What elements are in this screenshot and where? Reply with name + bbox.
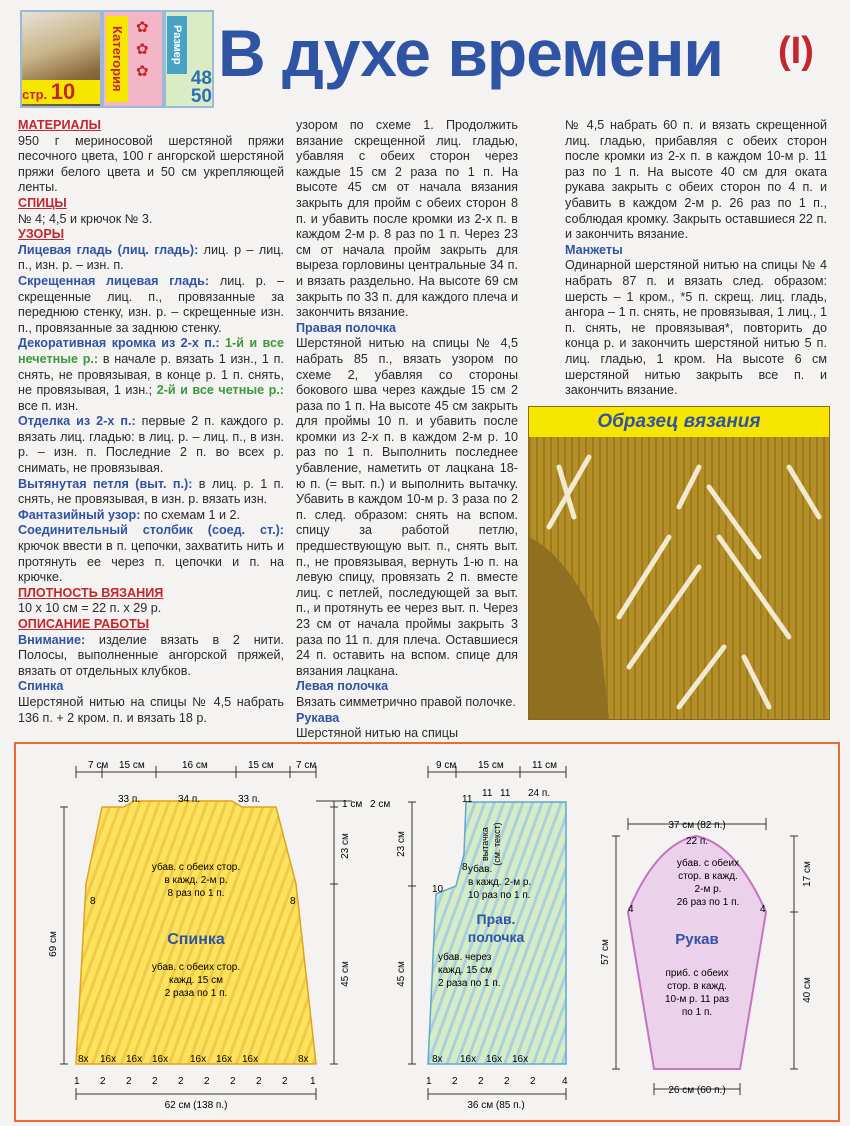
back-rep: 16х: [152, 1054, 169, 1065]
back-note: убав. с обеих стор.: [151, 862, 241, 873]
text-span: 2-й и все четные р.:: [152, 383, 284, 398]
sleeves-continued: № 4,5 набрать 60 п. и вязать скрещенной лиц. гладью, прибавляя с обеих сторон после кромки из 2-х п. в каждом 10-м р. 11 раз по 1 п. На высоте 40 см для оката рукава закрыть с обеих сторон по 4 п. и убавить в каждом 2-м р. 26 раз по 1 п., соблюдая кромку. Закрыть оставшиеся 22 п. и закончить вязание.: [565, 118, 827, 242]
sample-title: Образец вязания: [529, 407, 829, 437]
front-name: полочка: [467, 929, 525, 945]
front-note: 2 раза по 1 п.: [438, 978, 501, 989]
knitting-sample-photo: [528, 406, 830, 720]
front-bottom-num: 2: [530, 1076, 536, 1087]
sleeve-right-dim: 40 см: [802, 977, 813, 1003]
page-number: 10: [50, 79, 76, 104]
back-bottom-num: 2: [126, 1076, 132, 1087]
left-front-heading: Левая полочка: [296, 679, 389, 694]
text-span: лиц. р. – скрещенные лиц. п., провязанные за переднюю стенку, изн. р. – скрещенные изн. п., провязанные за заднюю стенку.: [18, 273, 284, 335]
front-rep: 16х: [512, 1054, 529, 1065]
back-top-stitch: 33 п.: [118, 794, 141, 805]
back-bottom-num: 2: [204, 1076, 210, 1087]
front-top-num: 11: [482, 788, 493, 799]
back-bottom-num: 2: [256, 1076, 262, 1087]
back-continued: узором по схеме 1. Продолжить вязание скрещенной лиц. гладью, убавляя с обеих сторон через каждые 15 см 2 раза по 1 п. На высоте 45 см от начала вязания закрыть для пройм с обеих сторон 8 п. и убавить после кромки из 2-х п. в каждом 2-м р. 8 раз по 1 п. Через 23 см от начала пройм закрыть для выреза горловины центральные 34 п. и вязать раздельно. На высоте 69 см закрыть по 33 п. для каждого плеча и закончить вязание.: [296, 118, 518, 320]
back-diagram: [48, 760, 362, 1111]
back-rep: 16х: [126, 1054, 143, 1065]
front-bottom-num: 1: [426, 1076, 432, 1087]
sleeve-diagram: [600, 818, 813, 1096]
density-text: 10 х 10 см = 22 п. х 29 р.: [18, 601, 162, 616]
size-box: [164, 10, 214, 108]
back-bottom-num: 2: [152, 1076, 158, 1087]
right-front-heading: Правая полочка: [296, 320, 396, 335]
sleeve-note: 26 раз по 1 п.: [676, 897, 740, 908]
back-bottom-num: 2: [230, 1076, 236, 1087]
flower-icon: ✿: [136, 41, 149, 58]
front-top-dim: 11 см: [532, 760, 558, 771]
front-note: убав. через: [438, 952, 492, 963]
text-span: все п. изн.: [18, 398, 79, 413]
back-rep: 16х: [216, 1054, 233, 1065]
back-rep: 8х: [78, 1054, 89, 1065]
text-span: крючок ввести в п. цепочки, захватить нить и протянуть ее через п. цепочки и п. на крючке.: [18, 539, 284, 585]
back-note: 2 раза по 1 п.: [164, 988, 228, 999]
needles-heading: СПИЦЫ: [18, 195, 67, 210]
size-value: 48: [190, 68, 212, 89]
text-span: Декоративная кромка из 2-х п.:: [18, 336, 220, 351]
size-value: 50: [190, 86, 212, 107]
front-left-dim: 23 см: [396, 831, 407, 857]
back-bottom-dim: 62 см (138 п.): [164, 1100, 228, 1111]
pattern-trim: [18, 414, 284, 476]
front-rep: 8х: [432, 1054, 443, 1065]
cuffs-text: Одинарной шерстяной нитью на спицы № 4 набрать 87 п. и вязать след. образом: шерсть – 1 кром., *5 п. скрещ. лиц. гладь, ангора – 1 п. снять, не провязывая, 1 лиц., 1 п. снять, не провязывая*, повторить до конца р. и закончить шерстяной нитью 5 п. лиц. гладью, 1 кром. На высоте 6 см шерстяной нитью закрыть все п. и закончить вязание.: [565, 258, 827, 398]
front-num: 10: [432, 884, 444, 895]
sleeve-side-num: 4: [628, 904, 634, 915]
page-title: В духе времени: [218, 16, 724, 90]
text-span: первые 2 п. каждого р. вязать лиц. гладью: в лиц. р. – лиц. п., в изн. р. – изн. п. Последние 2 п. во всех р. снимать, не провязывая.: [18, 414, 284, 476]
back-rep: 16х: [100, 1054, 117, 1065]
right-front-diagram: [370, 760, 568, 1111]
pattern-slip-stitch: [18, 523, 284, 585]
back-bottom-num: 1: [310, 1076, 316, 1087]
text-span: по схемам 1 и 2.: [140, 507, 241, 522]
text-span: Фантазийный узор:: [18, 507, 141, 522]
back-rep: 16х: [190, 1054, 207, 1065]
back-top-dim: 7 см: [88, 760, 109, 771]
back-text: Шерстяной нитью на спицы № 4,5 набрать 136 п. + 2 кром. п. и вязать 18 р.: [18, 694, 284, 725]
back-bottom-num: 2: [100, 1076, 106, 1087]
back-rep: 16х: [242, 1054, 259, 1065]
front-top-num: 11: [500, 788, 511, 799]
back-armhole-num: 8: [290, 896, 296, 907]
page-label-text: стр.: [22, 87, 48, 102]
sleeve-top-stitch: 22 п.: [685, 836, 709, 847]
back-bottom-num: 1: [74, 1076, 80, 1087]
sleeves-heading: Рукава: [296, 710, 340, 725]
front-bottom-num: 2: [504, 1076, 510, 1087]
sleeve-note: стор. в кажд.: [667, 981, 727, 992]
text-span: Вытянутая петля (выт. п.):: [18, 476, 193, 491]
front-name: Прав.: [476, 911, 516, 927]
front-rep: 16х: [460, 1054, 477, 1065]
left-front-text: Вязать симметрично правой полочке.: [296, 694, 516, 709]
pattern-fancy: [18, 508, 284, 524]
front-bottom-num: 2: [452, 1076, 458, 1087]
flower-icon: ✿: [136, 63, 149, 80]
back-right-dim: 23 см: [340, 833, 351, 859]
sleeve-right-dim: 17 см: [802, 861, 813, 887]
front-top-dim: 15 см: [478, 760, 504, 771]
flower-icon: ✿: [136, 19, 149, 36]
pattern-edge: [18, 336, 284, 414]
front-note: 10 раз по 1 п.: [468, 890, 531, 901]
text-span: Соединительный столбик (соед. ст.):: [18, 523, 284, 538]
diagrams-svg: [16, 744, 838, 1120]
description-heading: ОПИСАНИЕ РАБОТЫ: [18, 617, 150, 631]
back-top-dim: 7 см: [296, 760, 317, 771]
back-armhole-num: 8: [90, 896, 96, 907]
back-top-stitch: 33 п.: [238, 794, 261, 805]
sleeve-bottom-dim: 26 см (60 п.): [668, 1085, 726, 1096]
text-column-2: [296, 118, 518, 742]
category-word: Категория: [106, 16, 128, 102]
back-heading: Спинка: [18, 679, 64, 694]
sleeve-note: стор. в кажд.: [678, 871, 738, 882]
text-column-1: [18, 118, 284, 726]
back-bottom-num: 2: [282, 1076, 288, 1087]
back-note: убав. с обеих стор.: [151, 962, 241, 973]
back-top-stitch: 34 п.: [178, 794, 201, 805]
size-word: Размер: [167, 16, 187, 74]
back-name: Спинка: [167, 931, 225, 948]
text-span: лиц. р – лиц. п., изн. р. – изн. п.: [18, 242, 284, 273]
text-span: в начале р. вязать 1 изн., 1 п. снять, не провязывая, в конце р. 1 п. снять, не провязывая, 1 изн.;: [18, 351, 284, 398]
front-left-dim: 45 см: [396, 961, 407, 987]
sleeves-text: Шерстяной нитью на спицы: [296, 726, 459, 741]
density-heading: ПЛОТНОСТЬ ВЯЗАНИЯ: [18, 585, 164, 600]
front-left-dim: 2 см: [370, 799, 391, 810]
size-values: [166, 70, 212, 106]
front-note: кажд. 15 см: [438, 965, 493, 976]
back-right-dim: 45 см: [340, 961, 351, 987]
text-span: 1-й и все нечетные р.:: [18, 336, 284, 366]
title-suffix: (I): [778, 30, 814, 72]
header: [0, 0, 850, 108]
pattern-stockinette: [18, 243, 284, 274]
front-top-dim: 9 см: [436, 760, 457, 771]
front-dart-label: вытачка: [480, 827, 490, 861]
front-bottom-dim: 36 см (85 п.): [467, 1100, 525, 1111]
text-span: в лиц. р. 1 п. снять, не провязывая, в изн. р. вязать изн.: [18, 476, 284, 507]
text-span: изделие вязать в 2 нити. Полосы, выполненные ангорской пряжей, вязать от отдельных клубков.: [18, 632, 284, 678]
materials-text: 950 г мериносовой шерстяной пряжи песочного цвета, 100 г ангорской шерстяной пряжи белого цвета и 50 см укрепляющей ленты.: [18, 133, 284, 195]
front-note: убав.: [468, 864, 493, 875]
cuffs-heading: Манжеты: [565, 242, 623, 257]
knit-texture: [529, 407, 829, 719]
back-bottom-num: 2: [178, 1076, 184, 1087]
back-top-dim: 16 см: [182, 760, 208, 771]
pattern-twisted: [18, 274, 284, 336]
front-num: 8: [462, 862, 468, 873]
category-box: [102, 10, 164, 108]
materials-heading: МАТЕРИАЛЫ: [18, 118, 101, 132]
sleeve-note: убав. с обеих: [676, 858, 740, 869]
front-bottom-num: 2: [478, 1076, 484, 1087]
back-height: 69 см: [48, 931, 59, 957]
sleeve-note: по 1 п.: [681, 1007, 713, 1018]
diagrams-panel: [14, 742, 840, 1122]
back-top-dim: 15 см: [119, 760, 145, 771]
patterns-heading: УЗОРЫ: [18, 227, 65, 242]
sleeve-top-dim: 37 см (82 п.): [668, 820, 726, 831]
pattern-elongated: [18, 477, 284, 508]
back-top-dim: 15 см: [248, 760, 274, 771]
page-label: [22, 80, 100, 104]
text-column-3: [565, 118, 827, 399]
front-rep: 16х: [486, 1054, 503, 1065]
front-note: в кажд. 2-м р.: [468, 877, 532, 888]
back-rep: 8х: [298, 1054, 309, 1065]
needles-text: № 4; 4,5 и крючок № 3.: [18, 211, 153, 226]
sleeve-name: Рукав: [675, 931, 719, 948]
sleeve-note: 10-м р. 11 раз: [665, 994, 729, 1005]
text-span: Лицевая гладь (лиц. гладь):: [18, 242, 199, 257]
sleeve-left-dim: 57 см: [600, 939, 611, 965]
back-note: кажд. 15 см: [168, 975, 224, 986]
sleeve-side-num: 4: [760, 904, 766, 915]
sleeve-note: 2-м р.: [694, 884, 722, 895]
attention-text: [18, 633, 284, 680]
front-top-num: 24 п.: [528, 788, 551, 799]
front-top-num: 11: [462, 794, 473, 805]
right-front-text: Шерстяной нитью на спицы № 4,5 набрать 85 п., вязать узором по схеме 2, убавляя со стороны бокового шва через каждые 15 см 2 раза по 1 п. На высоте 45 см закрыть для проймы 10 п. и убавить после кромки из 2-х п. в каждом 2-м р. 10 раз по 1 п. Выполнить последнее убавление, наметить от лацкана 18-ю п. (= выт. п.) и выполнить вытачку. Убавить в каждом 10-м р. 3 раза по 2 п. след. образом: снять на вспом. спицу за работой петлю, предшествующую выт. п., снять выт. п., не провязывая, вернуть 1-ю п. на левую спицу, провязать 2 п. вместе лиц. с петлей, последующей за выт. п., и протянуть ее через выт. п. Через 23 см от начала проймы закрыть 3 раза по 11 п. для плеча. Оставшиеся 24 п. оставить на вспом. спице для вязания лацкана.: [296, 336, 518, 678]
text-span: Отделка из 2-х п.:: [18, 414, 136, 429]
back-note: 8 раз по 1 п.: [167, 888, 225, 899]
text-span: Внимание:: [18, 632, 86, 647]
text-span: Скрещенная лицевая гладь:: [18, 273, 210, 288]
front-bottom-num: 4: [562, 1076, 568, 1087]
back-right-dim: 1 см: [342, 799, 363, 810]
sleeve-note: приб. с обеих: [665, 968, 729, 979]
front-dart-label: (см. текст): [492, 822, 502, 866]
back-note: в кажд. 2-м р.: [164, 875, 228, 886]
